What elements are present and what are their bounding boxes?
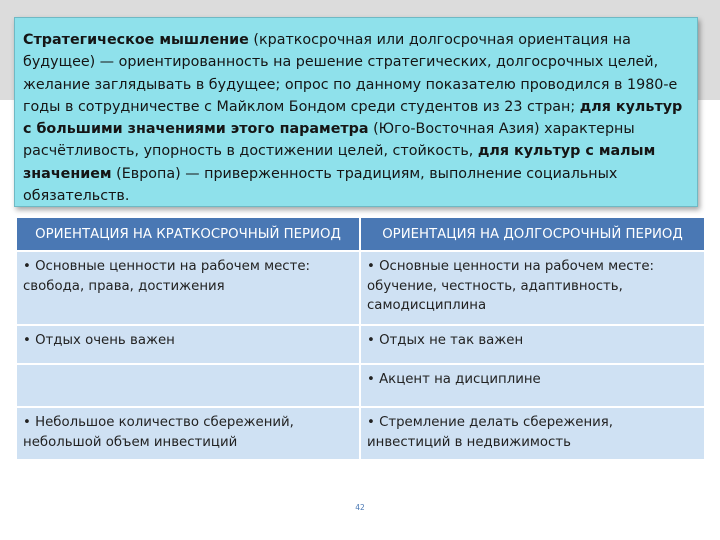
description-text-box: [14, 17, 698, 207]
description-text-part-3: (Европа) — приверженность традициям, выполнение социальных обязательств.: [23, 165, 618, 205]
description-text-part-2: (Юго-Восточная Азия) характерны расчётливость, упорность в достижении целей, стойкость,: [23, 121, 635, 160]
description-bold-small-values: для культур с малым значением: [23, 143, 656, 182]
long-term-cell: • Стремление делать сбережения, инвестиций в недвижимость: [361, 408, 704, 459]
short-term-cell: [17, 365, 359, 406]
table-row: [17, 365, 704, 406]
table-row: [17, 326, 704, 363]
table-row: [17, 408, 704, 459]
table-header-row: [17, 218, 704, 250]
short-term-cell: • Основные ценности на рабочем месте: свобода, права, достижения: [17, 252, 359, 324]
long-term-cell: • Акцент на дисциплине: [361, 365, 704, 406]
description-bold-large-values: для культур с большими значениями этого параметра: [23, 98, 683, 138]
strategic-thinking-term: Стратегическое мышление: [23, 32, 249, 48]
description-text-part-1: (краткосрочная или долгосрочная ориентация на будущее) — ориентированность на решение стратегических, долгосрочных целей, желание заглядывать в будущее; опрос по данному показателю проводился в 1980-е годы в сотрудничестве с Майклом Бондом среди студентов из 23 стран;: [23, 32, 678, 115]
long-term-cell: • Отдых не так важен: [361, 326, 704, 363]
short-term-cell: • Отдых очень важен: [17, 326, 359, 363]
orientation-comparison-table: [15, 216, 706, 461]
header-long-term: ОРИЕНТАЦИЯ НА ДОЛГОСРОЧНЫЙ ПЕРИОД: [361, 218, 704, 250]
table-row: [17, 252, 704, 324]
header-short-term: ОРИЕНТАЦИЯ НА КРАТКОСРОЧНЫЙ ПЕРИОД: [17, 218, 359, 250]
page-number: 42: [355, 503, 365, 512]
long-term-cell: • Основные ценности на рабочем месте: обучение, честность, адаптивность, самодисциплина: [361, 252, 704, 324]
short-term-cell: • Небольшое количество сбережений, небольшой объем инвестиций: [17, 408, 359, 459]
